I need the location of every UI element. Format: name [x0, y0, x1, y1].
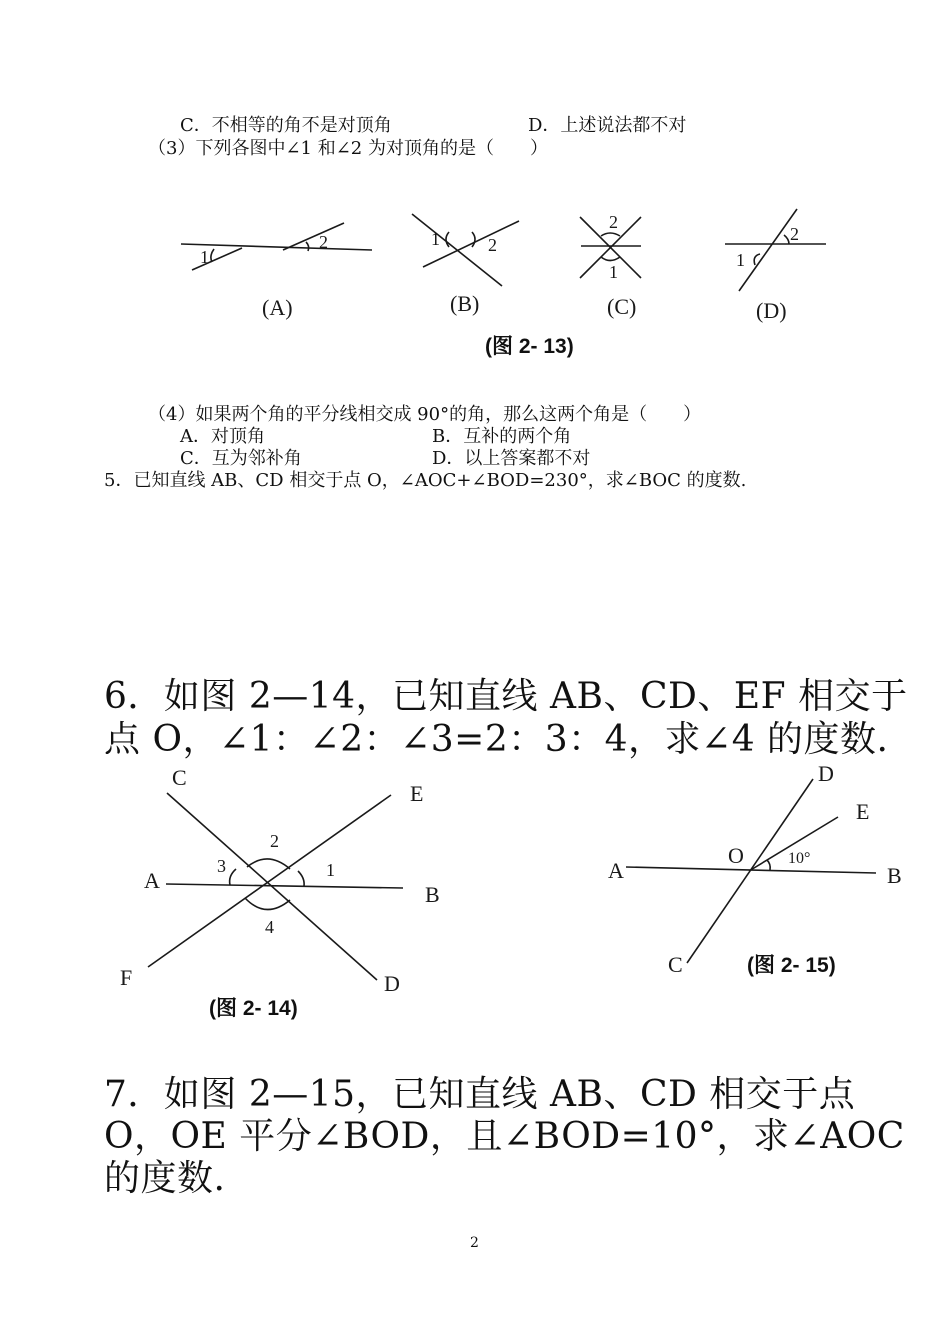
fig14-diagram [148, 793, 403, 980]
fig14-caption: (图 2- 14) [209, 997, 298, 1020]
fig13-b-angle-1: 1 [431, 229, 440, 249]
q4-option-d: D．以上答案都不对 [432, 448, 591, 469]
fig14-point-b: B [425, 882, 440, 907]
fig14-angle-2: 2 [270, 831, 279, 851]
q5-stem: 5．已知直线 AB、CD 相交于点 O，∠AOC+∠BOD=230°，求∠BOC 的度数. [104, 470, 747, 491]
fig14-point-e: E [410, 781, 424, 806]
fig13-label-d: (D) [756, 298, 787, 323]
fig15-point-c: C [668, 952, 683, 977]
fig14-angle-1: 1 [326, 860, 335, 880]
fig13-b-angle-2: 2 [488, 235, 497, 255]
fig15-point-e: E [856, 799, 870, 824]
fig14-point-a: A [144, 868, 160, 893]
fig13-d-angle-2: 2 [790, 224, 799, 244]
fig14-point-c: C [172, 765, 187, 790]
fig15-caption: (图 2- 15) [747, 954, 836, 977]
q4-option-a: A．对顶角 [180, 426, 265, 447]
fig15-point-b: B [887, 863, 902, 888]
q4-stem: （4）如果两个角的平分线相交成 90°的角，那么这两个角是（ ） [148, 404, 702, 425]
q3-stem: （3）下列各图中∠1 和∠2 为对顶角的是（ ） [148, 138, 548, 159]
fig13-label-a: (A) [262, 295, 293, 320]
fig13-a-angle-1: 1 [200, 247, 209, 267]
fig15-point-a: A [608, 858, 624, 883]
q7-line3: 的度数. [104, 1158, 226, 1199]
q6-line2: 点 O，∠1：∠2：∠3=2：3：4，求∠4 的度数. [104, 719, 889, 760]
fig14-point-f: F [120, 965, 133, 990]
fig13-caption: (图 2- 13) [485, 335, 574, 358]
fig13-a-angle-2: 2 [319, 232, 328, 252]
q4-option-c: C．互为邻补角 [180, 448, 302, 469]
q4-option-b: B．互补的两个角 [432, 426, 572, 447]
fig15-point-d: D [818, 761, 834, 786]
fig14-angle-4: 4 [265, 917, 274, 937]
q7-line1: 7．如图 2—15，已知直线 AB、CD 相交于点 [104, 1074, 856, 1115]
prev-option-c: C．不相等的角不是对顶角 [180, 115, 392, 136]
q6-line1: 6．如图 2—14，已知直线 AB、CD、EF 相交于 [104, 676, 908, 717]
fig13-c-angle-1: 1 [609, 262, 618, 282]
prev-option-d: D．上述说法都不对 [528, 115, 687, 136]
page-number: 2 [470, 1235, 479, 1251]
fig15-angle-value: 10° [788, 850, 811, 867]
fig13-label-c: (C) [607, 294, 637, 319]
fig13-label-b: (B) [450, 291, 480, 316]
fig14-point-d: D [384, 971, 400, 996]
q7-line2: O，OE 平分∠BOD，且∠BOD=10°，求∠AOC [104, 1116, 905, 1157]
fig13-d-angle-1: 1 [736, 250, 745, 270]
fig15-point-o: O [728, 843, 744, 868]
fig15-diagram [626, 779, 876, 963]
fig14-angle-3: 3 [217, 856, 226, 876]
fig13-c-angle-2: 2 [609, 212, 618, 232]
